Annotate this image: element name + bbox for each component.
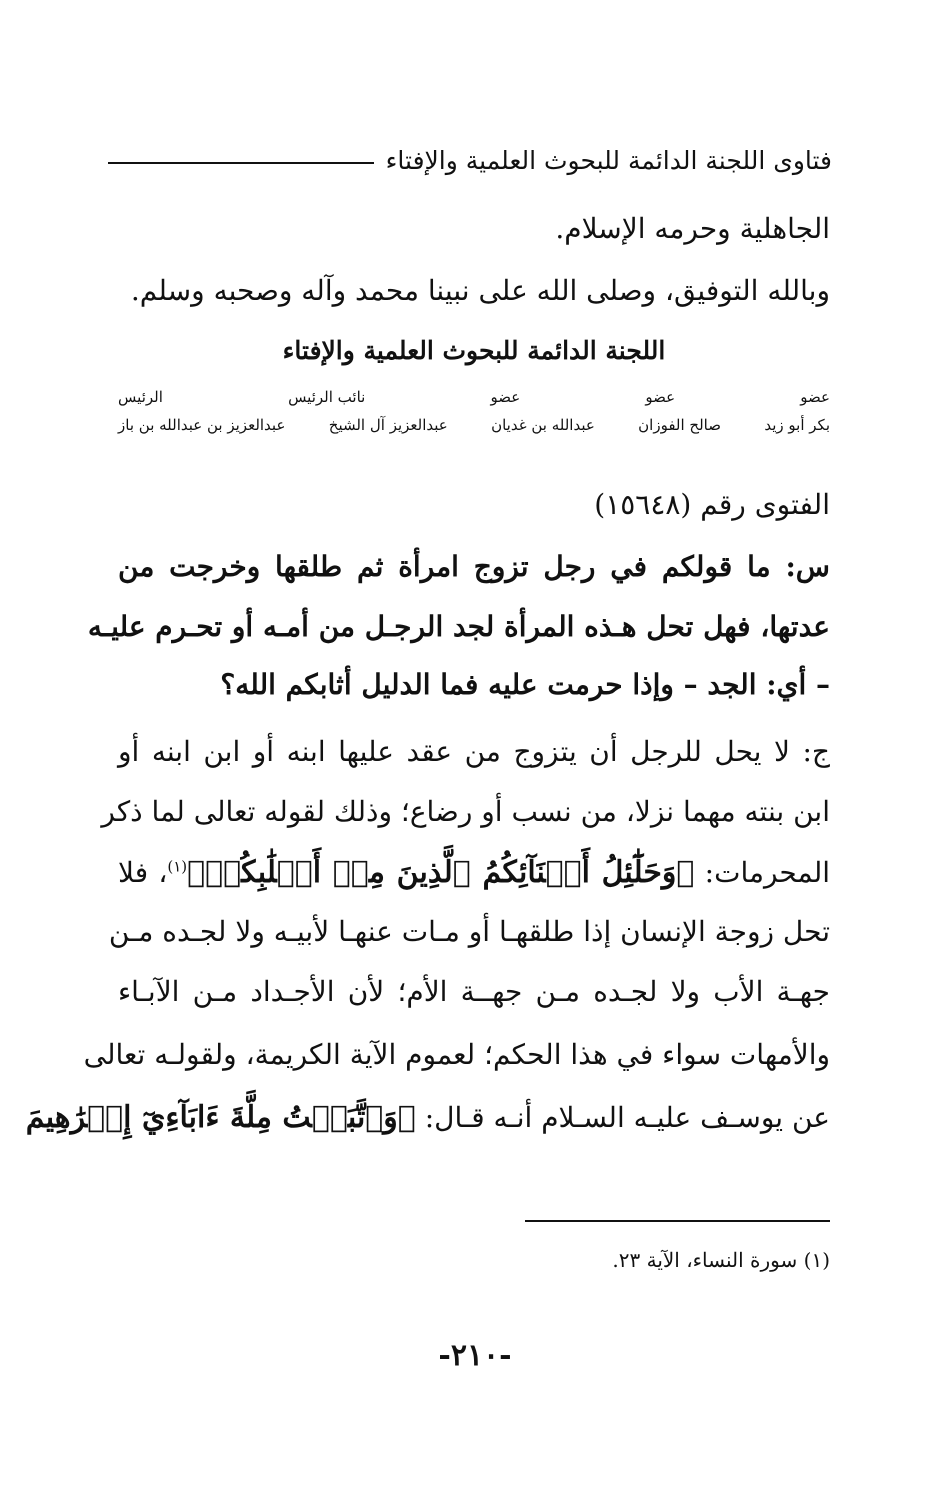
member-role: عضو [490,388,521,406]
member-name: عبدالعزيز بن عبدالله بن باز [118,416,286,434]
footnote-ref: (١) [167,857,188,876]
running-header [108,138,832,182]
committee-title: اللجنة الدائمة للبحوث العلمية والإفتاء [282,336,666,365]
member-name: صالح الفوزان [638,416,721,434]
member-role: عضو [645,388,676,406]
body-line-1: الجاهلية وحرمه الإسلام. [555,212,830,245]
page-number: -٢١٠- [438,1338,512,1373]
answer-line-3-prefix: المحرمات: [704,856,830,889]
answer-line-4: تحل زوجة الإنسان إذا طلقهـا أو مـات عنهـا لأبيـه ولا لجـده مـن [108,915,830,948]
answer-line-3-suffix: ، فلا [118,856,168,889]
question-line-2: عدتها، فهل تحل هـذه المرأة لجد الرجـل من أمـه أو تحـرم عليـه [87,610,830,643]
answer-line-5: جهـة الأب ولا لجـده مـن جهــة الأم؛ لأن الأجـداد مـن الآبـاء [118,975,830,1008]
footnote: (١) سورة النساء، الآية ٢٣. [612,1248,830,1272]
question-line-3: – أي: الجد – وإذا حرمت عليه فما الدليل أثابكم الله؟ [220,668,830,701]
quran-verse: ﴿وَحَلَٰٓئِلُ أَبۡنَآئِكُمُ ٱلَّذِينَ مِنۡ أَصۡلَٰبِكُمۡ﴾ [187,855,695,890]
header-rule [108,162,374,164]
member-name: عبدالله بن غديان [491,416,595,434]
answer-line-1: ج: لا يحل للرجل أن يتزوج من عقد عليها ابنه أو ابن ابنه أو [118,735,830,768]
member-name: بكر أبو زيد [764,416,830,434]
footnote-rule [525,1220,830,1222]
signatures [118,388,830,434]
answer-line-3 [118,855,830,890]
member-name: عبدالعزيز آل الشيخ [328,416,448,434]
running-title: فتاوى اللجنة الدائمة للبحوث العلمية والإفتاء [385,145,832,175]
closing-line: وبالله التوفيق، وصلى الله على نبينا محمد وآله وصحبه وسلم. [130,274,830,307]
answer-line-6: والأمهات سواء في هذا الحكم؛ لعموم الآية الكريمة، ولقولـه تعالى [83,1038,830,1071]
answer-line-7 [25,1100,830,1135]
question-line-1: س: ما قولكم في رجل تزوج امرأة ثم طلقها وخرجت من [118,550,830,583]
answer-line-7-prefix: عن يوسـف عليـه السـلام أنـه قـال: [424,1101,830,1134]
member-role: الرئيس [118,388,163,406]
member-role: نائب الرئيس [288,388,366,406]
member-role: عضو [800,388,830,406]
fatwa-number: الفتوى رقم (١٥٦٤٨) [594,488,830,521]
quran-verse: ﴿وَٱتَّبَعۡتُ مِلَّةَ ءَابَآءِيٓ إِبۡرَٰهِيمَ [25,1100,416,1135]
answer-line-2: ابن بنته مهما نزلا، من نسب أو رضاع؛ وذلك لقوله تعالى لما ذكر [101,795,830,828]
